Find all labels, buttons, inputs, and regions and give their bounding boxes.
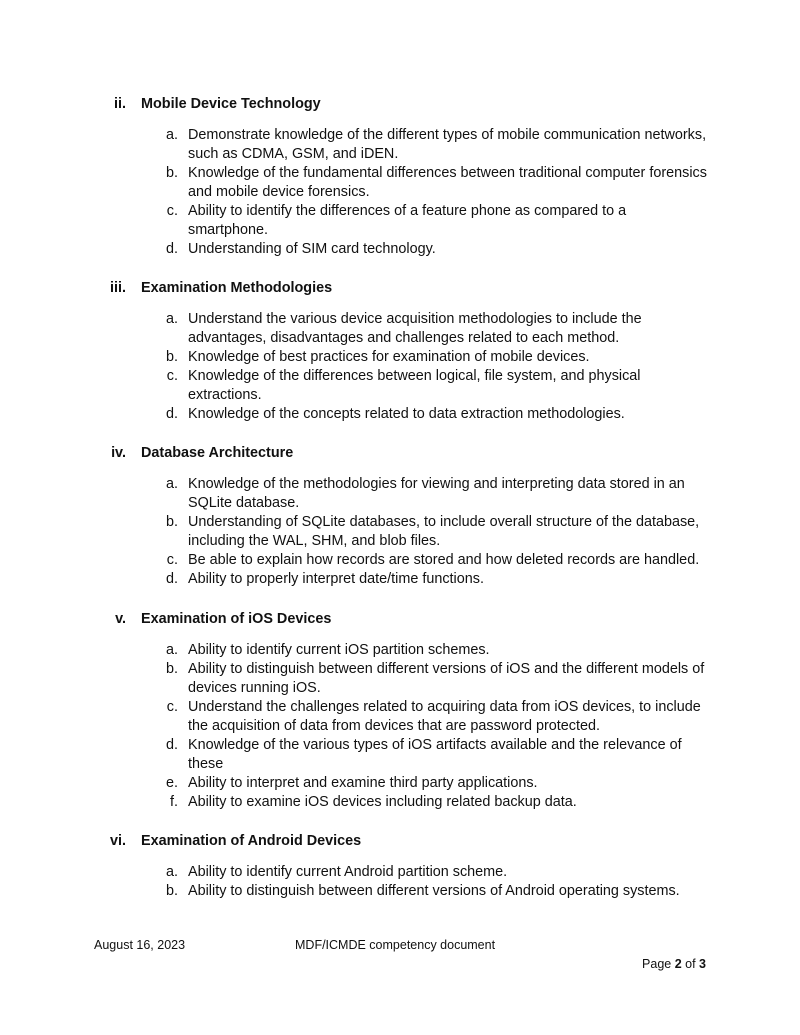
item-text: Understand the challenges related to acquiring data from iOS devices, to include the acquisition of data from devices that are password protected. xyxy=(188,699,701,734)
item-letter: e. xyxy=(165,775,178,791)
item-text: Knowledge of best practices for examination of mobile devices. xyxy=(188,349,590,365)
item-text: Ability to distinguish between different versions of Android operating systems. xyxy=(188,883,680,899)
list-item xyxy=(0,570,800,589)
item-text: Knowledge of the various types of iOS artifacts available and the relevance of these xyxy=(188,737,682,772)
item-letter: c. xyxy=(166,699,178,715)
item-text: Knowledge of the differences between logical, file system, and physical extractions. xyxy=(188,368,641,403)
item-letter: d. xyxy=(165,571,178,587)
list-item xyxy=(0,736,800,774)
list-item xyxy=(0,863,800,882)
item-list xyxy=(0,310,800,424)
list-item xyxy=(0,793,800,812)
section-number: iv. xyxy=(111,445,126,461)
section-title: Examination of iOS Devices xyxy=(141,611,332,627)
list-item xyxy=(0,551,800,570)
item-letter: b. xyxy=(165,661,178,677)
list-item xyxy=(0,240,800,259)
section-number: v. xyxy=(115,611,126,627)
item-list xyxy=(0,863,800,901)
list-item xyxy=(0,774,800,793)
item-text: Be able to explain how records are stored and how deleted records are handled. xyxy=(188,552,700,568)
item-list xyxy=(0,126,800,259)
item-letter: b. xyxy=(165,349,178,365)
item-text: Ability to interpret and examine third party applications. xyxy=(188,775,538,791)
page-prefix: Page xyxy=(642,957,675,971)
list-item xyxy=(0,641,800,660)
item-letter: a. xyxy=(165,476,178,492)
item-letter: a. xyxy=(165,642,178,658)
item-letter: b. xyxy=(165,514,178,530)
item-letter: b. xyxy=(165,165,178,181)
section-number: iii. xyxy=(110,280,126,296)
list-item xyxy=(0,164,800,202)
page-separator: of xyxy=(681,957,700,971)
section-title: Examination Methodologies xyxy=(141,280,333,296)
list-item xyxy=(0,126,800,164)
section-number: vi. xyxy=(110,833,126,849)
item-letter: d. xyxy=(165,737,178,753)
item-text: Understanding of SIM card technology. xyxy=(188,241,436,257)
item-list xyxy=(0,641,800,812)
list-item xyxy=(0,475,800,513)
item-letter: a. xyxy=(165,127,178,143)
item-text: Ability to identify current iOS partition schemes. xyxy=(188,642,490,658)
item-text: Knowledge of the fundamental differences between traditional computer forensics and mobile device forensics. xyxy=(188,165,707,200)
section-title: Examination of Android Devices xyxy=(141,833,362,849)
item-text: Ability to properly interpret date/time functions. xyxy=(188,571,484,587)
item-text: Demonstrate knowledge of the different types of mobile communication networks, such as CDMA, GSM, and iDEN. xyxy=(188,127,707,162)
item-text: Knowledge of the concepts related to data extraction methodologies. xyxy=(188,406,625,422)
list-item xyxy=(0,513,800,551)
item-text: Ability to distinguish between different versions of iOS and the different models of devices running iOS. xyxy=(188,661,705,696)
section-number: ii. xyxy=(114,96,126,112)
item-letter: b. xyxy=(165,883,178,899)
item-text: Understand the various device acquisition methodologies to include the advantages, disadvantages and challenges related to each method. xyxy=(188,311,642,346)
item-text: Knowledge of the methodologies for viewing and interpreting data stored in an SQLite database. xyxy=(188,476,685,511)
item-letter: a. xyxy=(165,311,178,327)
list-item xyxy=(0,310,800,348)
item-letter: c. xyxy=(166,552,178,568)
item-text: Ability to identify the differences of a feature phone as compared to a smartphone. xyxy=(188,203,627,238)
footer-document-name: MDF/ICMDE competency document xyxy=(295,938,496,952)
list-item xyxy=(0,405,800,424)
item-letter: c. xyxy=(166,203,178,219)
item-letter: d. xyxy=(165,241,178,257)
item-text: Ability to identify current Android partition scheme. xyxy=(188,864,508,880)
item-letter: c. xyxy=(166,368,178,384)
page-total: 3 xyxy=(699,957,706,971)
list-item xyxy=(0,882,800,901)
footer-date: August 16, 2023 xyxy=(94,938,186,952)
list-item xyxy=(0,202,800,240)
item-text: Understanding of SQLite databases, to include overall structure of the database, including the WAL, SHM, and blob files. xyxy=(188,514,700,549)
item-letter: f. xyxy=(170,794,178,810)
page-number xyxy=(642,955,706,974)
list-item xyxy=(0,660,800,698)
item-list xyxy=(0,475,800,589)
list-item xyxy=(0,698,800,736)
item-letter: d. xyxy=(165,406,178,422)
item-letter: a. xyxy=(165,864,178,880)
list-item xyxy=(0,367,800,405)
list-item xyxy=(0,348,800,367)
section-title: Database Architecture xyxy=(141,445,294,461)
item-text: Ability to examine iOS devices including related backup data. xyxy=(188,794,577,810)
page-current: 2 xyxy=(674,957,682,971)
section-title: Mobile Device Technology xyxy=(141,96,321,112)
